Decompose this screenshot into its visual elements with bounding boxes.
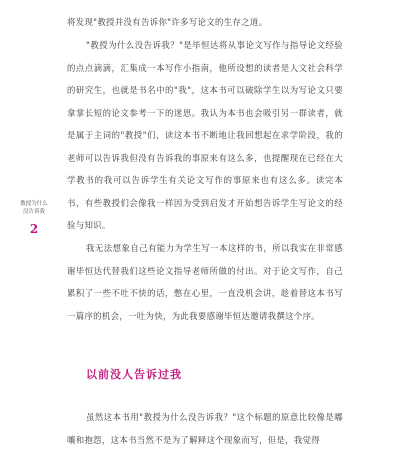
margin-note xyxy=(14,200,54,236)
paragraph-4: 虽然这本书用"教授为什么没告诉我？"这个标题的原意比较像是嘟嚷和抱怨，这本书当然不是为了解释这个现象而写，但是，我觉得 xyxy=(67,412,343,445)
paragraph-1: 将发现"教授并没有告诉你"许多写论文的生存之道。 xyxy=(67,17,268,28)
section-heading: 以前没人告诉过我 xyxy=(86,368,182,381)
page-number: 2 xyxy=(29,222,39,236)
paragraph-2: "教授为什么没告诉我？"是毕恒达将从事论文写作与指导论文经验的点点滴滴，汇集成一本写作小指南，他所设想的读者是人文社会科学的研究生，也就是书名中的"我"，这本书可以破除学生以为写论文只要拿掌长短的论文参考一下的迷思。我认为本书也会吸引另一群读者，就是属于主词的"教授"们，读这本书不断地让我回想起在求学阶段，我的老师可以告诉我但没有告诉我的事原来有这么多，也提醒现在已经在大学教书的我可以告诉学生有关论文写作的事原来也有这么多。读完本书，有些教授们会像我一样因为受到启发才开始想告诉学生写论文的经验与知识。 xyxy=(67,40,343,231)
paragraph-3: 我无法想象自己有能力为学生写一本这样的书，所以我实在非常感谢毕恒达代替我们这些论文指导老师所做的付出。对于论文写作，自己累积了一些不吐不快的话，憋在心里，一直没机会讲，趁着替这本书写一篇序的机会，一吐为快，为此我要感谢毕恒达邀请我撰这个序。 xyxy=(67,243,343,321)
running-header: 教授为什么 没告诉我 xyxy=(20,201,48,215)
